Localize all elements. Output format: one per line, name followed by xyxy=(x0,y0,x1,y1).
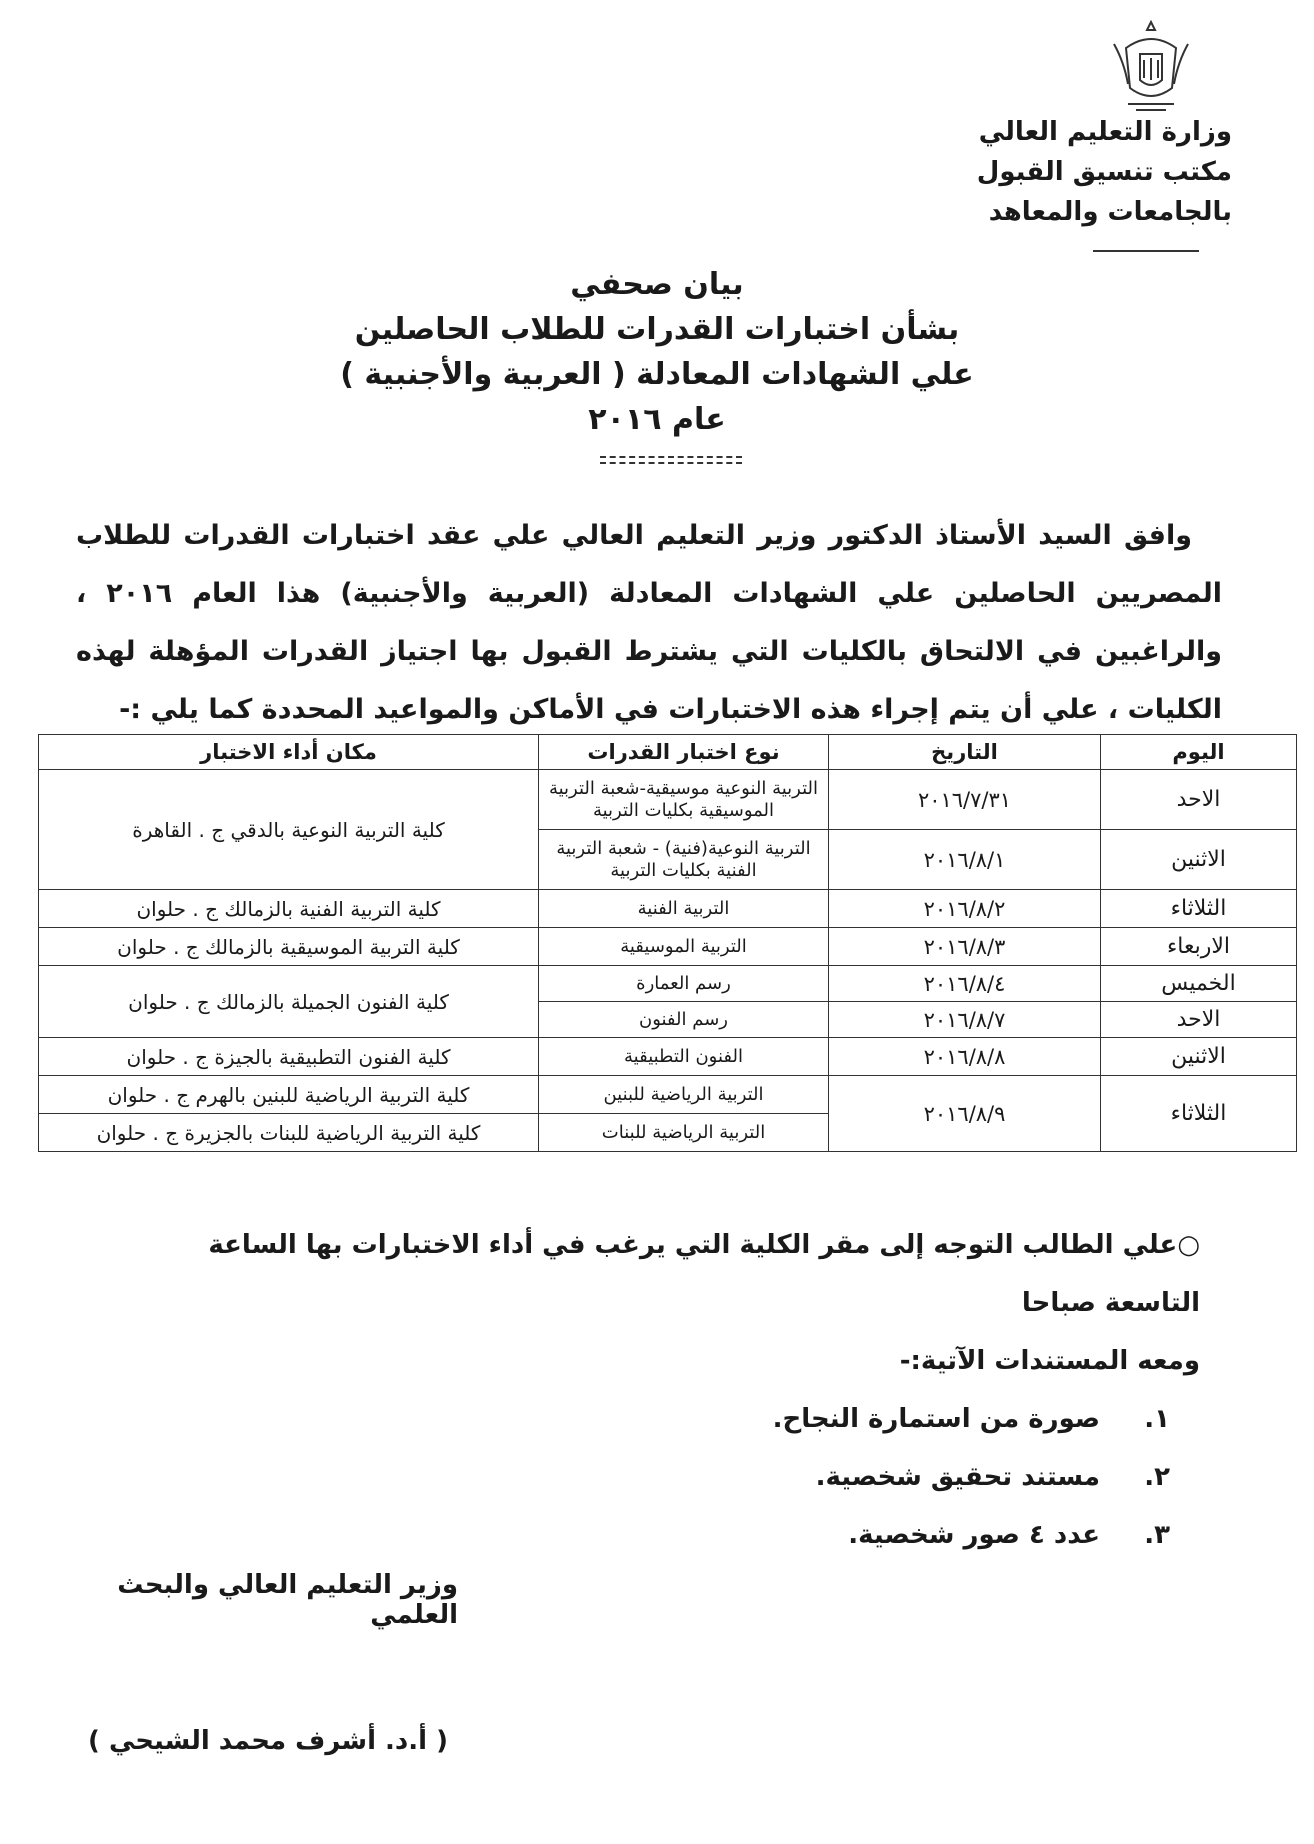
cell-date: ٢٠١٦/٨/٣ xyxy=(829,928,1101,966)
cell-place: كلية التربية النوعية بالدقي ج . القاهرة xyxy=(39,770,539,890)
cell-type: التربية الموسيقية xyxy=(539,928,829,966)
cell-date: ٢٠١٦/٨/٧ xyxy=(829,1002,1101,1038)
cell-date: ٢٠١٦/٨/٤ xyxy=(829,966,1101,1002)
office-name: مكتب تنسيق القبول xyxy=(976,157,1232,187)
cell-type: التربية الرياضية للبنين xyxy=(539,1076,829,1114)
cell-type: الفنون التطبيقية xyxy=(539,1038,829,1076)
cell-place: كلية التربية الرياضية للبنين بالهرم ج . حلوان xyxy=(39,1076,539,1114)
instruction-line xyxy=(200,1216,1200,1332)
signatory-title: وزير التعليم العالي والبحث العلمي xyxy=(117,1570,458,1630)
header-type: نوع اختبار القدرات xyxy=(539,735,829,770)
header-place: مكان أداء الاختبار xyxy=(39,735,539,770)
schedule-table xyxy=(38,734,1297,1152)
cell-place: كلية التربية الفنية بالزمالك ج . حلوان xyxy=(39,890,539,928)
cell-type: رسم العمارة xyxy=(539,966,829,1002)
cell-place: كلية الفنون الجميلة بالزمالك ج . حلوان xyxy=(39,966,539,1038)
title-divider xyxy=(600,456,742,458)
press-release-title xyxy=(300,262,1014,442)
cell-day: الثلاثاء xyxy=(1101,1076,1297,1152)
cell-day: الاثنين xyxy=(1101,830,1297,890)
signatory-name: ( أ.د. أشرف محمد الشيحي ) xyxy=(88,1726,448,1756)
cell-date: ٢٠١٦/٨/٢ xyxy=(829,890,1101,928)
table-header-row xyxy=(39,735,1297,770)
list-text: مستند تحقيق شخصية. xyxy=(815,1462,1100,1492)
cell-type: التربية الرياضية للبنات xyxy=(539,1114,829,1152)
eagle-emblem-logo xyxy=(1106,18,1196,118)
header-divider xyxy=(1093,250,1199,252)
header-date: التاريخ xyxy=(829,735,1101,770)
cell-place: كلية الفنون التطبيقية بالجيزة ج . حلوان xyxy=(39,1038,539,1076)
table-row xyxy=(39,1076,1297,1114)
table-row xyxy=(39,928,1297,966)
table-row xyxy=(39,890,1297,928)
cell-day: الثلاثاء xyxy=(1101,890,1297,928)
cell-day: الخميس xyxy=(1101,966,1297,1002)
cell-day: الاحد xyxy=(1101,770,1297,830)
cell-type: التربية الفنية xyxy=(539,890,829,928)
title-line-2: بشأن اختبارات القدرات للطلاب الحاصلين xyxy=(354,312,960,347)
cell-day: الاثنين xyxy=(1101,1038,1297,1076)
instruction-text: علي الطالب التوجه إلى مقر الكلية التي يرغب في أداء الاختبارات بها الساعة التاسعة صباحا xyxy=(208,1230,1200,1318)
title-line-1: بيان صحفي xyxy=(570,267,744,302)
intro-paragraph: وافق السيد الأستاذ الدكتور وزير التعليم العالي علي عقد اختبارات القدرات للطلاب المصريين الحاصلين علي الشهادات المعادلة (العربية والأجنبية) هذا العام ٢٠١٦ ، والراغبين في الالتحاق بالكليات التي يشترط القبول بها اجتياز القدرات المؤهلة لهذه الكليات ، علي أن يتم إجراء هذه الاختبارات في الأماكن والمواعيد المحددة كما يلي :- xyxy=(76,520,1222,725)
title-line-3: علي الشهادات المعادلة ( العربية والأجنبية ) xyxy=(340,357,974,392)
cell-place: كلية التربية الموسيقية بالزمالك ج . حلوان xyxy=(39,928,539,966)
title-line-4: عام ٢٠١٦ xyxy=(588,402,726,437)
ministry-name: وزارة التعليم العالي xyxy=(978,117,1232,147)
instructions-block xyxy=(200,1216,1200,1564)
bullet-icon: ○ xyxy=(1177,1230,1200,1260)
unit-name: بالجامعات والمعاهد xyxy=(988,197,1232,227)
header-day: اليوم xyxy=(1101,735,1297,770)
cell-type: رسم الفنون xyxy=(539,1002,829,1038)
list-text: عدد ٤ صور شخصية. xyxy=(848,1520,1100,1550)
table-row xyxy=(39,966,1297,1002)
table-row xyxy=(39,1038,1297,1076)
cell-type: التربية النوعية(فنية) - شعبة التربية الفنية بكليات التربية xyxy=(539,830,829,890)
ministry-header xyxy=(912,112,1232,232)
list-number: ٣. xyxy=(1144,1520,1170,1550)
cell-date: ٢٠١٦/٨/١ xyxy=(829,830,1101,890)
list-text: صورة من استمارة النجاح. xyxy=(772,1404,1100,1434)
list-item xyxy=(200,1390,1200,1448)
documents-intro: ومعه المستندات الآتية:- xyxy=(899,1346,1200,1376)
cell-date: ٢٠١٦/٧/٣١ xyxy=(829,770,1101,830)
list-item xyxy=(200,1506,1200,1564)
documents-list xyxy=(200,1390,1200,1564)
cell-day: الاحد xyxy=(1101,1002,1297,1038)
title-divider-2 xyxy=(600,462,742,464)
cell-type: التربية النوعية موسيقية-شعبة التربية الموسيقية بكليات التربية xyxy=(539,770,829,830)
list-number: ١. xyxy=(1144,1404,1170,1434)
table-row xyxy=(39,770,1297,830)
cell-place: كلية التربية الرياضية للبنات بالجزيرة ج . حلوان xyxy=(39,1114,539,1152)
list-number: ٢. xyxy=(1144,1462,1170,1492)
cell-day: الاربعاء xyxy=(1101,928,1297,966)
cell-date: ٢٠١٦/٨/٨ xyxy=(829,1038,1101,1076)
list-item xyxy=(200,1448,1200,1506)
cell-date: ٢٠١٦/٨/٩ xyxy=(829,1076,1101,1152)
